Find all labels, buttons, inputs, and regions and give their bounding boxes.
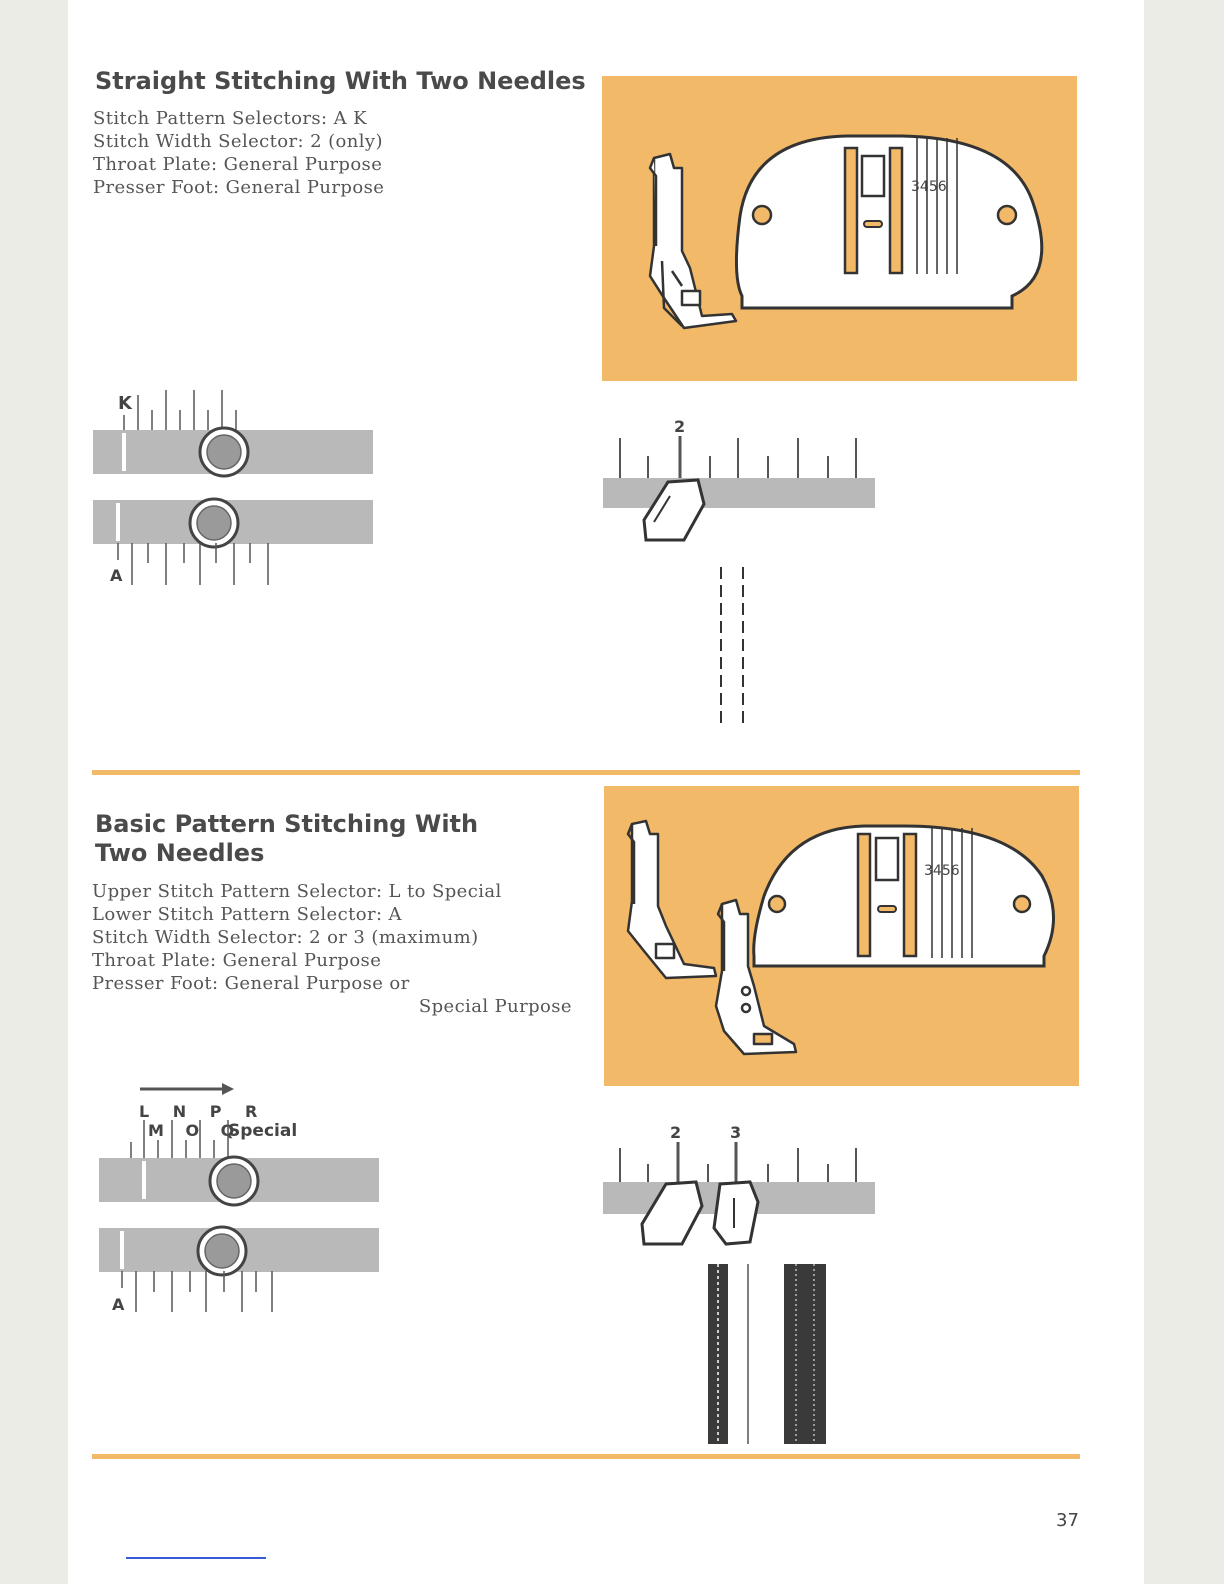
lower-dial-ticks: [122, 1271, 272, 1312]
general-purpose-foot-icon: [628, 821, 716, 978]
section2-spec-line: Stitch Width Selector: 2 or 3 (maximum): [92, 927, 479, 948]
upper-dial-letters-mid: M O Q: [148, 1121, 243, 1140]
lower-dial-indicator: [120, 1231, 124, 1269]
plate-feed-opening: [864, 221, 882, 227]
page-number: 37: [1056, 1510, 1079, 1531]
section-divider: [92, 770, 1080, 775]
lower-dial-indicator: [116, 503, 120, 541]
plate-slot-right: [904, 834, 916, 956]
upper-dial-letter-k: K: [118, 393, 132, 414]
upper-dial-indicator: [142, 1161, 146, 1199]
section1-specs: [93, 107, 384, 199]
section1-width-selector: [600, 412, 880, 727]
manual-page: [68, 0, 1144, 1584]
lower-dial-letter-a: A: [110, 566, 123, 585]
section2-spec-line: Presser Foot: General Purpose or: [92, 973, 410, 994]
link-underline: [126, 1557, 266, 1559]
section-divider: [92, 1454, 1080, 1459]
upper-dial-letters-top: L N P R: [139, 1102, 267, 1121]
throat-plate-and-two-feet-illustration: [604, 786, 1079, 1086]
upper-dial-ticks: [124, 390, 236, 432]
section2-spec-line: Lower Stitch Pattern Selector: A: [92, 904, 402, 925]
section2-pattern-selector-dials: [96, 1080, 386, 1320]
plate-needle-hole: [876, 838, 898, 880]
section2-spec-line: Upper Stitch Pattern Selector: L to Special: [92, 881, 502, 902]
section2-title: [95, 810, 478, 868]
plate-guide-numbers: 3456: [911, 179, 947, 195]
plate-slot-left: [858, 834, 870, 956]
section2-specs: [92, 880, 572, 1018]
plate-feed-opening: [878, 906, 896, 912]
plate-screw-hole-left: [753, 206, 771, 224]
section1-illustration-panel: [602, 76, 1077, 381]
section2-width-selector: [600, 1118, 880, 1448]
plate-screw-hole-right: [998, 206, 1016, 224]
plate-screw-hole-left: [769, 896, 785, 912]
plate-screw-hole-right: [1014, 896, 1030, 912]
twin-straight-stitch-lines: [721, 567, 743, 724]
width-selector-bar: [603, 478, 875, 508]
plate-slot-left: [845, 148, 857, 273]
section1-pattern-selector-dials: [90, 385, 380, 590]
section1-spec-line: Presser Foot: General Purpose: [93, 177, 385, 198]
width-label-3: 3: [730, 1123, 742, 1142]
lower-dial-letter-a: A: [112, 1295, 125, 1314]
pattern-stitch-samples: [708, 1264, 826, 1444]
upper-dial-special-label: Special: [228, 1121, 298, 1141]
section1-spec-line: Throat Plate: General Purpose: [93, 154, 383, 175]
width-label-2: 2: [674, 417, 686, 436]
plate-slot-right: [890, 148, 902, 273]
presser-foot-icon: [650, 154, 736, 328]
section2-title-line: Basic Pattern Stitching With: [95, 810, 479, 838]
throat-plate-and-foot-illustration: [602, 76, 1077, 381]
section2-spec-line: Special Purpose: [418, 996, 572, 1017]
plate-guide-numbers: 3456: [924, 863, 960, 879]
section2-spec-line: Throat Plate: General Purpose: [92, 950, 382, 971]
width-label-2: 2: [670, 1123, 682, 1142]
width-scale-ticks: [620, 436, 856, 480]
section1-title: Straight Stitching With Two Needles: [95, 67, 586, 95]
lower-dial-ticks: [118, 543, 268, 585]
width-selector-lever-3[interactable]: [714, 1182, 758, 1244]
upper-dial-indicator: [122, 433, 126, 471]
section1-spec-line: Stitch Width Selector: 2 (only): [93, 131, 383, 152]
direction-arrow-icon: [140, 1083, 234, 1095]
width-scale-ticks: [620, 1142, 856, 1186]
section1-spec-line: Stitch Pattern Selectors: A K: [93, 108, 367, 129]
plate-needle-hole: [862, 156, 884, 196]
section2-title-line: Two Needles: [95, 839, 265, 867]
section2-illustration-panel: [604, 786, 1079, 1086]
